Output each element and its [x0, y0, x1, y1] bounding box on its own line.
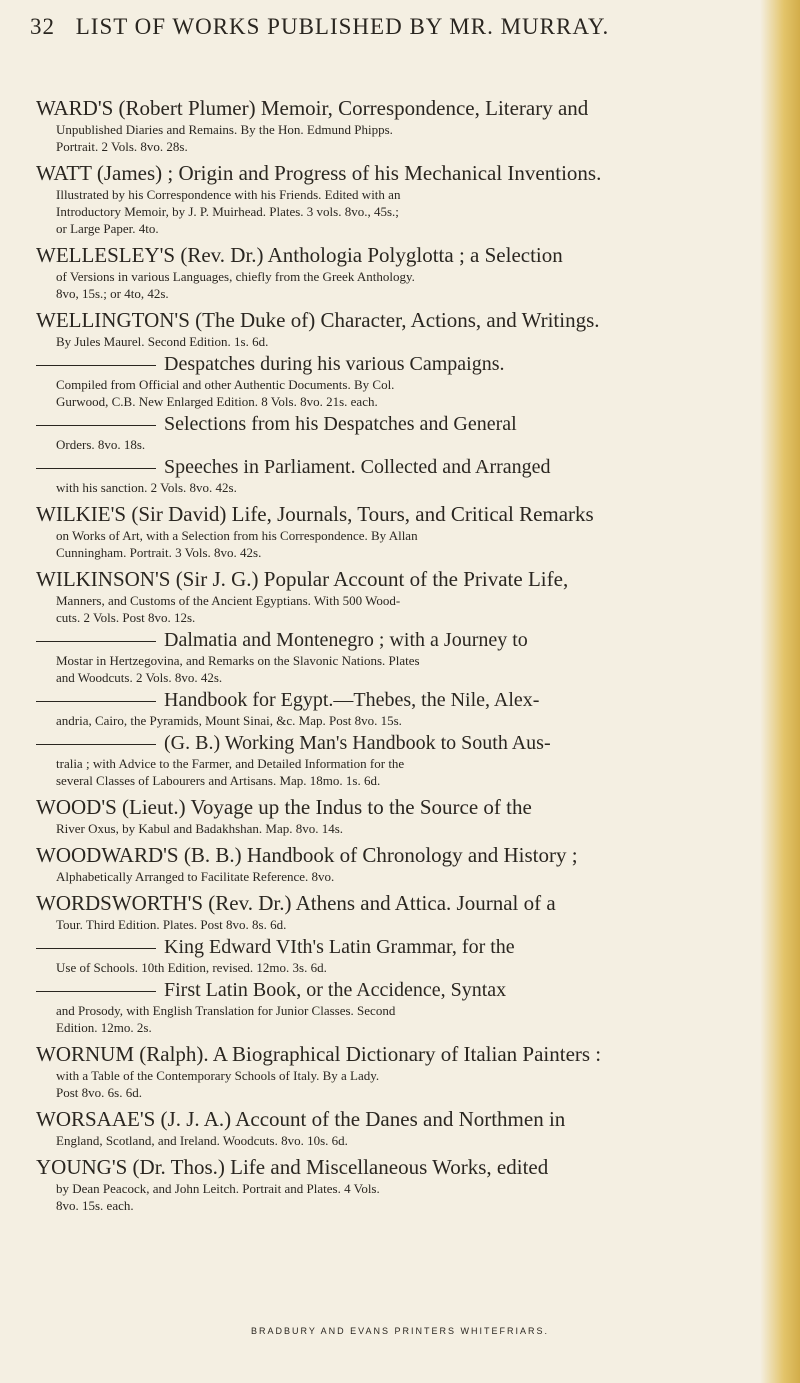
entry-description-line: Cunningham. Portrait. 3 Vols. 8vo. 42s.	[56, 545, 262, 560]
sub-entry-title: Selections from his Despatches and General	[164, 413, 517, 435]
sub-entry-description-line: Edition. 12mo. 2s.	[56, 1020, 152, 1035]
ditto-rule	[36, 948, 156, 949]
sub-entry	[36, 688, 748, 729]
sub-entry	[36, 935, 748, 976]
sub-entry-title: First Latin Book, or the Accidence, Syntax	[164, 979, 507, 1001]
entry-description-line: by Dean Peacock, and John Leitch. Portrait and Plates. 4 Vols.	[56, 1181, 380, 1196]
catalogue-entry	[36, 843, 748, 885]
entry-heading: WORNUM (Ralph). A Biographical Dictionary of Italian Painters :	[36, 1042, 602, 1066]
entry-heading: YOUNG'S (Dr. Thos.) Life and Miscellaneous Works, edited	[36, 1155, 549, 1179]
entry-description-line: England, Scotland, and Ireland. Woodcuts. 8vo. 10s. 6d.	[56, 1133, 348, 1148]
page-header	[30, 14, 730, 40]
page-edge	[760, 0, 800, 1383]
entry-heading: WORDSWORTH'S (Rev. Dr.) Athens and Attica. Journal of a	[36, 891, 556, 915]
sub-entry-title-row	[36, 688, 748, 712]
entry-description-line: Alphabetically Arranged to Facilitate Reference. 8vo.	[56, 869, 335, 884]
entry-description-line: Tour. Third Edition. Plates. Post 8vo. 8s. 6d.	[56, 917, 287, 932]
entry-heading: WARD'S (Robert Plumer) Memoir, Correspondence, Literary and	[36, 96, 589, 120]
ditto-rule	[36, 641, 156, 642]
entry-description-line: on Works of Art, with a Selection from his Correspondence. By Allan	[56, 528, 418, 543]
entry-heading: WILKINSON'S (Sir J. G.) Popular Account of the Private Life,	[36, 567, 569, 591]
sub-entry-title-row	[36, 352, 748, 376]
catalogue-entry	[36, 1107, 748, 1149]
entry-heading: WOOD'S (Lieut.) Voyage up the Indus to the Source of the	[36, 795, 532, 819]
sub-entry-title: Despatches during his various Campaigns.	[164, 353, 505, 375]
sub-entry-description-line: Use of Schools. 10th Edition, revised. 12mo. 3s. 6d.	[56, 960, 327, 975]
ditto-rule	[36, 425, 156, 426]
sub-entry-title-row	[36, 978, 748, 1002]
sub-entry	[36, 352, 748, 410]
entry-description-line: or Large Paper. 4to.	[56, 221, 159, 236]
printer-imprint: BRADBURY AND EVANS PRINTERS WHITEFRIARS.	[250, 1326, 550, 1336]
ditto-rule	[36, 365, 156, 366]
page-number: 32	[30, 14, 55, 39]
sub-entry-description-line: Compiled from Official and other Authentic Documents. By Col.	[56, 377, 395, 392]
entry-description-line: Unpublished Diaries and Remains. By the Hon. Edmund Phipps.	[56, 122, 393, 137]
sub-entry-description-line: andria, Cairo, the Pyramids, Mount Sinai, &c. Map. Post 8vo. 15s.	[56, 713, 402, 728]
sub-entry-title-row	[36, 935, 748, 959]
running-title: LIST OF WORKS PUBLISHED BY MR. MURRAY.	[75, 14, 610, 39]
sub-entry-description-line: Orders. 8vo. 18s.	[56, 437, 146, 452]
entry-description-line: cuts. 2 Vols. Post 8vo. 12s.	[56, 610, 196, 625]
catalogue-entry	[36, 243, 748, 302]
entry-description-line: 8vo, 15s.; or 4to, 42s.	[56, 286, 169, 301]
sub-entry-title: (G. B.) Working Man's Handbook to South Aus-	[164, 732, 551, 754]
entry-description-line: of Versions in various Languages, chiefly from the Greek Anthology.	[56, 269, 415, 284]
catalogue-entry	[36, 502, 748, 561]
catalogue-entry	[36, 891, 748, 1036]
sub-entry	[36, 978, 748, 1036]
sub-entry-title: Handbook for Egypt.—Thebes, the Nile, Alex-	[164, 689, 540, 711]
entry-description-line: River Oxus, by Kabul and Badakhshan. Map. 8vo. 14s.	[56, 821, 344, 836]
catalogue-entry	[36, 96, 748, 155]
sub-entry-title-row	[36, 455, 748, 479]
ditto-rule	[36, 991, 156, 992]
sub-entry-title: King Edward VIth's Latin Grammar, for the	[164, 936, 515, 958]
sub-entry-title: Speeches in Parliament. Collected and Arranged	[164, 456, 551, 478]
sub-entry	[36, 628, 748, 686]
entry-heading: WATT (James) ; Origin and Progress of his Mechanical Inventions.	[36, 161, 602, 185]
sub-entry-title-row	[36, 731, 748, 755]
ditto-rule	[36, 701, 156, 702]
entry-description-line: Post 8vo. 6s. 6d.	[56, 1085, 142, 1100]
catalogue-entries	[36, 96, 748, 1220]
entry-heading: WORSAAE'S (J. J. A.) Account of the Danes and Northmen in	[36, 1107, 566, 1131]
entry-description-line: Illustrated by his Correspondence with his Friends. Edited with an	[56, 187, 401, 202]
entry-description-line: Introductory Memoir, by J. P. Muirhead. Plates. 3 vols. 8vo., 45s.;	[56, 204, 399, 219]
sub-entry-description-line: several Classes of Labourers and Artisans. Map. 18mo. 1s. 6d.	[56, 773, 381, 788]
catalogue-entry	[36, 1042, 748, 1101]
ditto-rule	[36, 468, 156, 469]
catalogue-entry	[36, 795, 748, 837]
sub-entry-description-line: with his sanction. 2 Vols. 8vo. 42s.	[56, 480, 237, 495]
catalogue-entry	[36, 1155, 748, 1214]
entry-heading: WELLINGTON'S (The Duke of) Character, Actions, and Writings.	[36, 308, 600, 332]
entry-heading: WILKIE'S (Sir David) Life, Journals, Tours, and Critical Remarks	[36, 502, 594, 526]
entry-description-line: Portrait. 2 Vols. 8vo. 28s.	[56, 139, 188, 154]
entry-description-line: Manners, and Customs of the Ancient Egyptians. With 500 Wood-	[56, 593, 401, 608]
entry-heading: WOODWARD'S (B. B.) Handbook of Chronology and History ;	[36, 843, 578, 867]
sub-entry-title-row	[36, 412, 748, 436]
sub-entry-title-row	[36, 628, 748, 652]
sub-entry	[36, 731, 748, 789]
sub-entry-title: Dalmatia and Montenegro ; with a Journey to	[164, 629, 528, 651]
entry-description-line: 8vo. 15s. each.	[56, 1198, 134, 1213]
ditto-rule	[36, 744, 156, 745]
entry-description-line: By Jules Maurel. Second Edition. 1s. 6d.	[56, 334, 269, 349]
sub-entry	[36, 412, 748, 453]
sub-entry-description-line: tralia ; with Advice to the Farmer, and Detailed Information for the	[56, 756, 405, 771]
sub-entry	[36, 455, 748, 496]
catalogue-entry	[36, 308, 748, 496]
sub-entry-description-line: Gurwood, C.B. New Enlarged Edition. 8 Vols. 8vo. 21s. each.	[56, 394, 378, 409]
sub-entry-description-line: and Prosody, with English Translation for Junior Classes. Second	[56, 1003, 396, 1018]
sub-entry-description-line: and Woodcuts. 2 Vols. 8vo. 42s.	[56, 670, 223, 685]
catalogue-entry	[36, 567, 748, 789]
sub-entry-description-line: Mostar in Hertzegovina, and Remarks on the Slavonic Nations. Plates	[56, 653, 420, 668]
entry-heading: WELLESLEY'S (Rev. Dr.) Anthologia Polyglotta ; a Selection	[36, 243, 563, 267]
entry-description-line: with a Table of the Contemporary Schools of Italy. By a Lady.	[56, 1068, 380, 1083]
catalogue-entry	[36, 161, 748, 237]
